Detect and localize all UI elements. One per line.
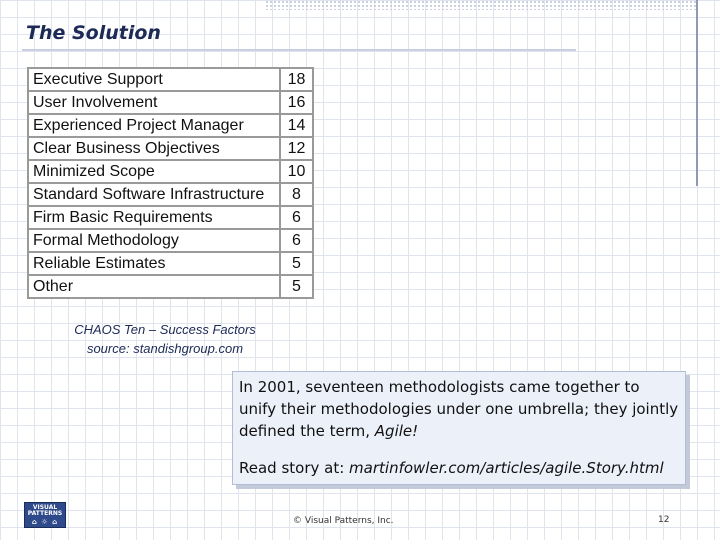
success-factors-table	[27, 67, 314, 299]
logo-text-line1: VISUAL	[32, 504, 58, 511]
factor-name: Executive Support	[28, 68, 280, 91]
logo-text-line2: PATTERNS	[27, 510, 63, 517]
factor-score: 6	[280, 206, 313, 229]
agile-term: Agile!	[374, 422, 419, 440]
factor-score: 5	[280, 252, 313, 275]
table-row	[28, 229, 313, 252]
note-text	[239, 376, 679, 442]
factor-name: User Involvement	[28, 91, 280, 114]
factor-name: Firm Basic Requirements	[28, 206, 280, 229]
slide-title: The Solution	[26, 22, 161, 44]
table-row	[28, 160, 313, 183]
factor-score: 8	[280, 183, 313, 206]
story-link[interactable]: martinfowler.com/articles/agile.Story.html	[349, 459, 664, 477]
factor-name: Experienced Project Manager	[28, 114, 280, 137]
header-dot-band	[265, 0, 697, 10]
visual-patterns-logo	[24, 502, 66, 528]
footer-copyright: © Visual Patterns, Inc.	[293, 516, 394, 526]
factor-score: 10	[280, 160, 313, 183]
table-row	[28, 183, 313, 206]
factor-name: Formal Methodology	[28, 229, 280, 252]
factor-score: 14	[280, 114, 313, 137]
factor-name: Other	[28, 275, 280, 298]
factor-score: 5	[280, 275, 313, 298]
title-underline	[22, 49, 576, 51]
table-caption	[50, 320, 280, 358]
table-row	[28, 252, 313, 275]
caption-title: CHAOS Ten – Success Factors	[74, 322, 256, 337]
header-vertical-rule	[696, 0, 698, 186]
story-label: Read story at:	[239, 459, 350, 477]
factor-name: Standard Software Infrastructure	[28, 183, 280, 206]
note-body: In 2001, seventeen methodologists came together to unify their methodologies under one umbrella; they jointly defined the term,	[239, 378, 679, 440]
factor-score: 16	[280, 91, 313, 114]
factor-name: Reliable Estimates	[28, 252, 280, 275]
factor-name: Clear Business Objectives	[28, 137, 280, 160]
factor-name: Minimized Scope	[28, 160, 280, 183]
factor-score: 6	[280, 229, 313, 252]
story-line	[239, 457, 679, 479]
caption-source: source: standishgroup.com	[86, 341, 244, 356]
table-row	[28, 68, 313, 91]
table-row	[28, 137, 313, 160]
table-row	[28, 91, 313, 114]
table-row	[28, 206, 313, 229]
table-row	[28, 275, 313, 298]
logo-glyphs: ⌂ ☼ ⌂	[31, 518, 59, 526]
factor-score: 18	[280, 68, 313, 91]
table-row	[28, 114, 313, 137]
agile-note-box	[232, 371, 686, 485]
factor-score: 12	[280, 137, 313, 160]
page-number: 12	[658, 515, 670, 525]
